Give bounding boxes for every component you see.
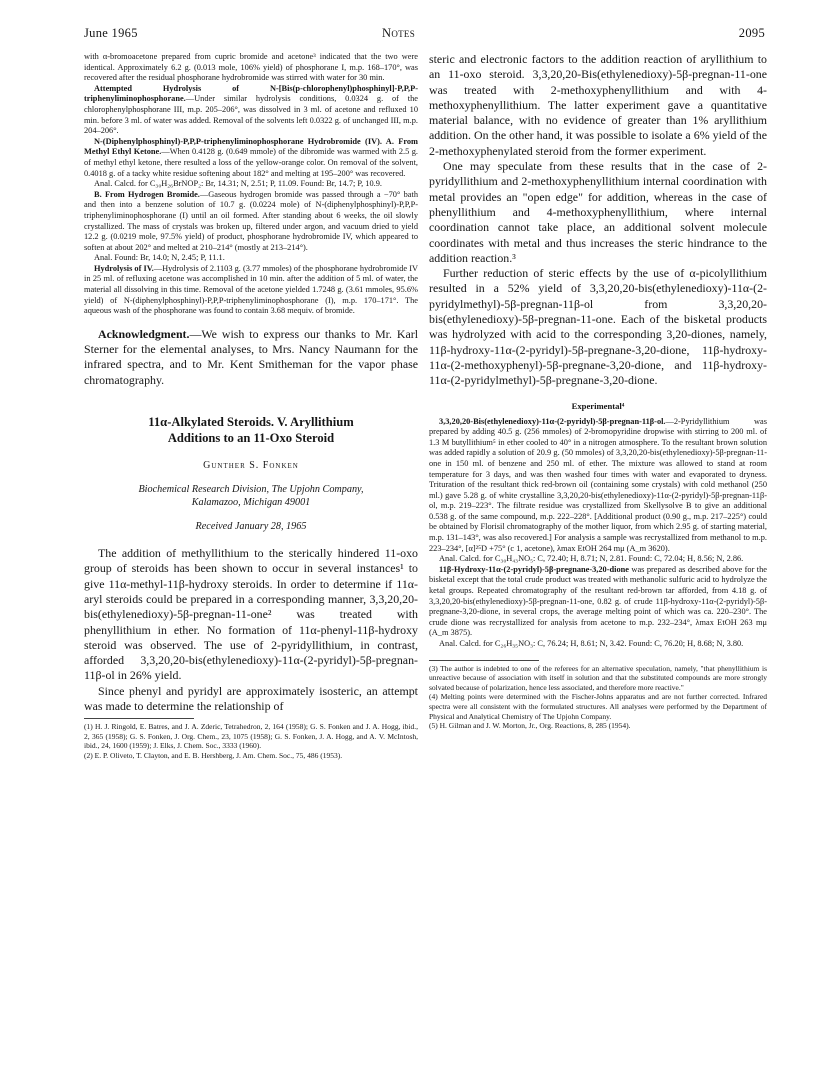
- section-heading: B. From Hydrogen Bromide.: [94, 189, 200, 199]
- body-paragraph: Further reduction of steric effects by the use of α-picolyllithium resulted in a 52% yield of 3,3,20,20-bis(ethylenedioxy)-11α-(2-pyridylmethyl)-5β-pregnan-11β-ol from 3,3,20,20-bis(ethylenedioxy)-5β-pregnan-11-one. Each of the bisketal products was hydrolyzed with acid to the corresponding 3,20-diones, namely, 11β-hydroxy-11α-(2-pyridyl)-5β-pregnane-3,20-dione, 11β-hydroxy-11α-(2-methoxyphenyl)-5β-pregnane-3,20-dione, and 11β-hydroxy-11α-(2-pyridylmethyl)-5β-pregnane-3,20-dione.: [429, 266, 767, 388]
- body-paragraph: steric and electronic factors to the addition reaction of aryllithium to an 11-oxo steroid. 3,3,20,20-Bis(ethylenedioxy)-5β-pregnan-11-one was treated with 2-methoxyphenyllithium and with 4-methoxyphenyllithium. The latter experiment gave a quantitative material balance, with no evidence of greater than 1% aryllithium addition. On the other hand, it was possible to isolate a 6% yield of the 2-methoxyphenylated steroid from the former experiment.: [429, 52, 767, 158]
- experimental-heading: Experimental⁴: [571, 400, 625, 411]
- paragraph-body: —Gaseous hydrogen bromide was passed through a −70° bath and then into a benzene solution of 10.7 g. (0.0224 mole) of N-(diphenylphosphinyl)-P,P,P-triphenyliminophosphorane (I) until an oil formed. After standing about 6 weeks, the oil slowly crystallized. The mass of crystals was broken up, filtered under argon, and vacuum dried to yield 12.2 g. (0.0219 mole, 97.5% yield) of product, phosphorane hydrobromide IV, which appeared to soften at about 202° and melted at 210–214° (mostly at 213–214°).: [84, 189, 418, 252]
- paragraph: [429, 417, 767, 555]
- paragraph: with α-bromoacetone prepared from cupric bromide and acetone³ indicated that the two were identical. Approximately 6.2 g. (0.013 mole, 106% yield) of phosphorane I, m.p. 168–170°, was recovered after the residual phosphorane hydrobromide was stirred with water for 30 min.: [84, 52, 418, 83]
- body-paragraph: One may speculate from these results that in the case of 2-pyridyllithium and 2-methoxyphenyllithium internal coordination with metal provides an "open edge" for addition, whereas in the case of phenyllithium and 4-methoxyphenyllithium, where internal coordination cannot take place, an additional solvent molecule coordinates with metal and thus increases the steric hindrance to the addition reaction.³: [429, 159, 767, 265]
- acknowledgment-heading: Acknowledgment.: [98, 326, 190, 341]
- paragraph: [84, 190, 418, 254]
- paragraph: [84, 84, 418, 137]
- paragraph: [84, 137, 418, 179]
- analysis-line: Anal. Calcd. for C₂₆H₃₅NO₃: C, 76.24; H, 8.61; N, 3.42. Found: C, 76.20; H, 8.68; N, 3.80.: [439, 639, 744, 648]
- body-paragraph: Since phenyl and pyridyl are approximately isosteric, an attempt was made to determine the relationship of: [84, 683, 418, 713]
- footnote: (1) H. J. Ringold, E. Batres, and J. A. Zderic, Tetrahedron, 2, 164 (1958); G. S. Fonken and J. A. Hogg, ibid., 2, 365 (1958); G. S. Fonken, J. Org. Chem., 23, 1075 (1958); G. S. Fonken, J. A. Hogg, and A. V. McIntosh, ibid., 24, 1600 (1959); J. Elks, J. Chem. Soc., 3333 (1960).: [84, 722, 418, 751]
- paragraph-body: —Hydrolysis of 2.1103 g. (3.77 mmoles) of the phosphorane hydrobromide IV in 25 ml. of refluxing acetone was accomplished in 10 min. after the addition of 5 ml. of water, the material all dissolving in this time. Removal of the acetone yielded 1.7248 g. (3.61 mmoles, 95.6% yield) of N-(diphenylphosphinyl)-P,P,P-triphenyliminophosphorane (I), m.p. 170–171°. The aqueous wash of the phosphorane was found to contain 3.68 mequiv. of bromide.: [84, 263, 418, 316]
- page-number: 2095: [738, 26, 765, 40]
- article-title-line-1: 11α-Alkylated Steroids. V. Aryllithium: [148, 415, 354, 430]
- body-paragraph: The addition of methyllithium to the sterically hindered 11-oxo group of steroids has been shown to occur in several instances¹ to give 11α-methyl-11β-hydroxy steroids. In order to determine if 11α-aryl steroids could be prepared in a corresponding manner, 3,3,20,20-bis(ethylenedioxy)-5β-pregnan-11-one² was treated with phenyllithium in ether. No formation of 11α-phenyl-11β-hydroxy steroid was observed. The use of 2-pyridyllithium, in contrast, afforded 3,3,20,20-bis(ethylenedioxy)-11α-(2-pyridyl)-5β-pregnan-11β-ol in 26% yield.: [84, 546, 418, 683]
- article-title-line-2: Additions to an 11-Oxo Steroid: [167, 431, 335, 446]
- compound-heading: 11β-Hydroxy-11α-(2-pyridyl)-5β-pregnane-3,20-dione: [439, 564, 629, 574]
- acknowledgment-body: —We wish to express our thanks to Mr. Karl Sterner for the elemental analyses, to Mrs. Nancy Naumann for the infrared spectra, and to Mr. Kent Smitheman for the vapor phase chromatography.: [84, 326, 418, 387]
- running-header-date: June 1965: [84, 26, 138, 40]
- article-author: Gunther S. Fonken: [203, 460, 299, 472]
- footnote: (2) E. P. Oliveto, T. Clayton, and E. B. Hershberg, J. Am. Chem. Soc., 75, 486 (1953).: [84, 751, 343, 761]
- footnote: (5) H. Gilman and J. W. Morton, Jr., Org. Reactions, 8, 285 (1954).: [429, 721, 631, 731]
- compound-heading: 3,3,20,20-Bis(ethylenedioxy)-11α-(2-pyridyl)-5β-pregnan-11β-ol.: [439, 416, 666, 426]
- footnote: (3) The author is indebted to one of the referees for an alternative speculation, namely, "that phenyllithium is unreactive because of association with itself in solution and that the substituted compounds are more strongly solvated because of polarization, hence less associated, and therefore more reactive.": [429, 663, 767, 692]
- section-heading: Attempted Hydrolysis of N-[Bis(p-chlorophenyl)phosphinyl]-P,P,P-triphenyliminophosphorane.: [84, 83, 418, 104]
- section-heading: Hydrolysis of IV.: [94, 263, 154, 273]
- paragraph-body: —When 0.4128 g. (0.649 mmole) of the dibromide was warmed with 2.5 g. of methyl ethyl ketone, there resulted a loss of the yellow-orange color. On removal of the solvent, 0.4018 g. of a tacky white residue softening about 182° and melting at 195–200° was recovered.: [84, 147, 418, 178]
- analysis-line: Anal. Calcd. for C₃₀H₄₃NO₅: C, 72.40; H, 8.71; N, 2.81. Found: C, 72.04; H, 8.56; N, 2.86.: [439, 554, 744, 564]
- received-date: Received January 28, 1965: [195, 521, 307, 533]
- section-heading: N-(Diphenylphosphinyl)-P,P,P-triphenyliminophosphorane Hydrobromide (IV). A. From Methyl Ethyl Ketone.: [84, 136, 418, 157]
- analysis-line: Anal. Calcd. for C₃₀H₂₆BrNOP₂: Br, 14.31; N, 2.51; P, 11.09. Found: Br, 14.7; P, 10.9.: [94, 179, 382, 189]
- paragraph-body: was prepared as described above for the bisketal except that the total crude product was treated with methanolic sulfuric acid to hydrolyze the ketal groups. Repeated chromatography of the resultant red-brown tar afforded, from 4.18 g. of 3,3,20,20-bis(ethylenedioxy)-5β-pregnan-11-one, 0.82 g. of crude 11β-hydroxy-11α-(2-pyridyl)-5β-pregnane-3,20-dione, in several crops, the average melting point of which was ca. 220–230°. The crude dione was recrystallized for analysis from acetone to m.p. 232–234°, λmax EtOH 263 mμ (A_m 3875).: [429, 564, 767, 638]
- paragraph-body: —Under similar hydrolysis conditions, 0.0324 g. of the chlorophenylphosphorane III, m.p. 205–206°, was dissolved in 3 ml. of acetone and refluxed 10 min. before 3 ml. of water was added. Removal of the solvents left 0.0322 g. of unchanged III, m.p. 204–206°.: [84, 94, 418, 136]
- paragraph-body: —2-Pyridyllithium was prepared by adding 40.5 g. (256 mmoles) of 2-bromopyridine dropwise with stirring to 200 ml. of 1.3 M butyllithium⁵ in ether cooled to 40° in a nitrogen atmosphere. To the resultant brown solution was added rapidly a solution of 20.9 g. (50 mmoles) of 3,3,20,20-bis(ethylenedioxy)-5β-pregnan-11-one in 150 ml. of benzene and 250 ml. of ether. The mixture was allowed to stand at room temperature for 3 days, and was then washed four times with water and evaporated to dryness. Trituration of the resultant thick red-brown oil (containing some crystals) with cold methanol (250 ml.) gave 5.28 g. of white crystalline 3,3,20,20-bis(ethylenedioxy)-11α-(2-pyridyl)-5β-pregnan-11β-ol, m.p. 219–223°. The filtrate residue was crystallized from Skellysolve B to give an additional 0.538 g. of the same compound, m.p. 222–228°. [Additional product (0.90 g., m.p. 217–225°) could be obtained by Florisil chromatography of the mother liquor, from which 2.95 g. of starting material, m.p. 131–143°, was also recovered.] For analysis a sample was recrystallized from methanol to m.p. 223–234°, [α]²⁵D +75° (c 1, acetone), λmax EtOH 264 mμ (A_m 3620).: [429, 416, 767, 553]
- left-column: [84, 52, 418, 761]
- right-column: [429, 52, 767, 731]
- footnote: (4) Melting points were determined with the Fischer-Johns apparatus and are not further corrected. Infrared spectra were all consistent with the formulated structures. All analyses were performed by the Department of Physical and Analytical Chemistry of The Upjohn Company.: [429, 692, 767, 721]
- affiliation-line-1: Biochemical Research Division, The Upjohn Company,: [138, 484, 364, 496]
- acknowledgment: [84, 327, 418, 388]
- running-header-section: Notes: [382, 26, 416, 40]
- paragraph: [84, 264, 418, 317]
- paragraph: [429, 565, 767, 639]
- analysis-line: Anal. Found: Br, 14.0; N, 2.45; P, 11.1.: [94, 253, 225, 263]
- affiliation-line-2: Kalamazoo, Michigan 49001: [191, 497, 311, 509]
